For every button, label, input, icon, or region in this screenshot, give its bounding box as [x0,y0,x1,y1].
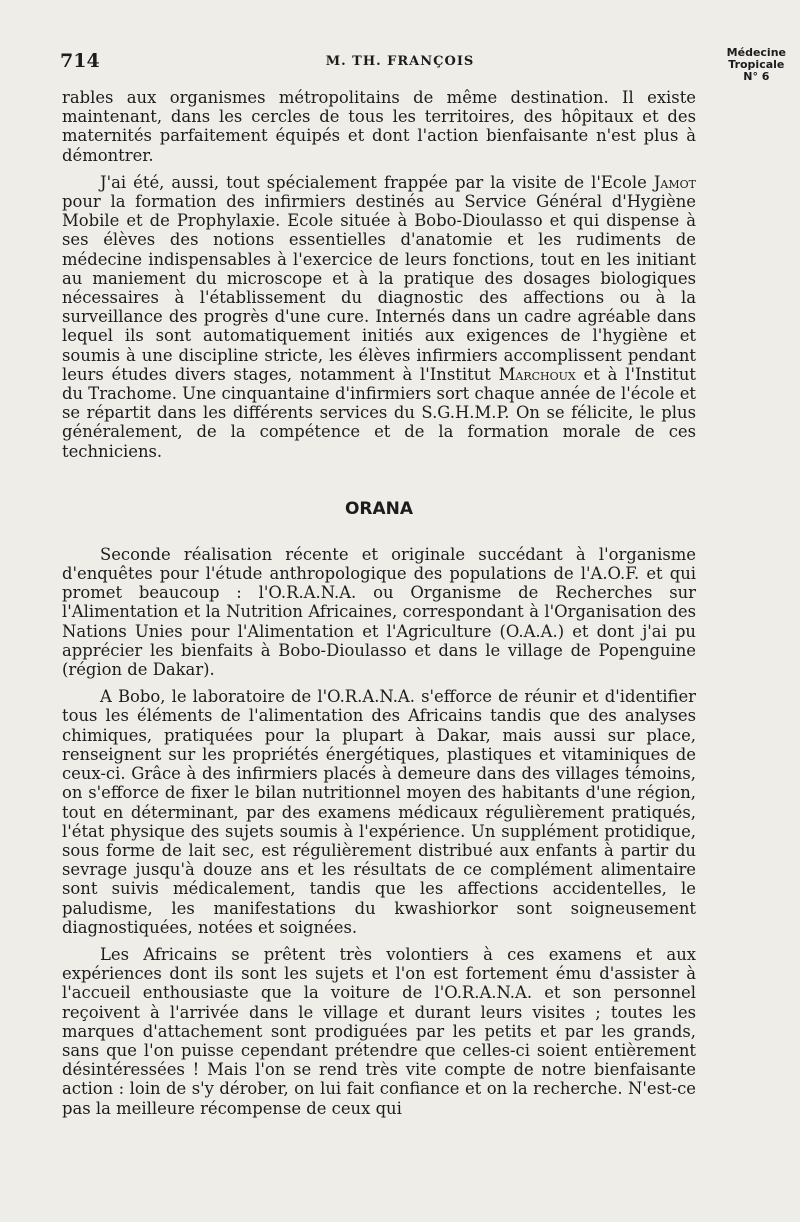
section-title: ORANA [344,498,414,519]
p2-text-a: J'ai été, aussi, tout spécialement frappée par la visite de l'Ecole [100,172,654,192]
journal-line-1: Médecine [726,46,786,59]
name-marchoux: Marchoux [498,364,576,384]
page-number: 714 [60,50,100,72]
paragraph-africains: Les Africains se prêtent très volontiers à ces examens et aux expériences dont ils sont les sujets et l'on est fortement ému d'assister à l'accueil enthousiaste que la voiture de l'O.R.A.N.A. et son personnel reçoivent à l'arrivée dans le village et durant leurs visites ; toutes les marques d'attachement sont prodiguées par les petits et par les grands, sans que l'on puisse cependant prétendre que celles-ci soient entièrement désintéressées ! Mais l'on se rend très vite compte de notre bienfaisante action : loin de s'y dérober, on lui fait confiance et on la recherche. N'est-ce pas la meilleure récompense de ceux qui [62,944,696,1118]
paragraph-ecole-jamot [62,173,696,461]
p2-text-b: pour la formation des infirmiers destinés au Service Général d'Hygiène Mobile et de Prophylaxie. Ecole située à Bobo-Dioulasso et qui dispense à ses élèves des notions essentielles d'anatomie et les rudiments de médecine indispensables à l'exercice de leurs fonctions, tout en les initiant au maniement du microscope et à la pratique des dosages biologiques nécessaires à l'établissement du diagnostic des affections ou à la surveillance des progrès d'une cure. Internés dans un cadre agréable dans lequel ils sont automatiquement initiés aux exigences de l'hygiène et soumis à une discipline stricte, les élèves infirmiers accomplissent pendant leurs études divers stages, notamment à l'Institut [62,192,696,384]
paragraph-bobo-lab: A Bobo, le laboratoire de l'O.R.A.N.A. s'efforce de réunir et d'identifier tous les éléments de l'alimentation des Africains tandis que des analyses chimiques, pratiquées pour la plupart à Dakar, mais aussi sur place, renseignent sur les propriétés énergétiques, plastiques et vitaminiques de ceux-ci. Grâce à des infirmiers placés à demeure dans des villages témoins, on s'efforce de fixer le bilan nutritionnel moyen des habitants d'une région, tout en déterminant, par des examens médicaux régulièrement pratiqués, l'état physique des sujets soumis à l'expérience. Un supplément protidique, sous forme de lait sec, est régulièrement distribué aux enfants à partir du sevrage jusqu'à douze ans et les résultats de ce complément alimentaire sont suivis médicalement, tandis que les affections accidentelles, le paludisme, les manifestations du kwashiorkor sont soigneusement diagnostiquées, notées et soignées. [62,687,696,937]
p2-text-c: et à l'Institut du Trachome. Une cinquantaine d'infirmiers sort chaque année de l'école et se répartit dans les différents services du S.G.H.M.P. On se félicite, le plus généralement, de la compétence et de la formation morale de ces techniciens. [62,364,696,461]
running-title: M. TH. FRANÇOIS [325,54,475,69]
journal-line-3: N° 6 [743,70,770,83]
journal-tag [727,47,786,83]
journal-line-2: Tropicale [728,58,785,71]
paragraph-orana-intro: Seconde réalisation récente et originale succédant à l'organisme d'enquêtes pour l'étude anthropologique des populations de l'A.O.F. et qui promet beaucoup : l'O.R.A.N.A. ou Organisme de Recherches sur l'Alimentation et la Nutrition Africaines, correspondant à l'Organisation des Nations Unies pour l'Alimentation et l'Agriculture (O.A.A.) et dont j'ai pu apprécier les bienfaits à Bobo-Dioulasso et dans le village de Popenguine (région de Dakar). [62,544,696,680]
body-text [62,88,696,1118]
name-jamot: Jamot [653,172,696,192]
paragraph-continued: rables aux organismes métropolitains de même destination. Il existe maintenant, dans les cercles de tous les territoires, des hôpitaux et des maternités parfaitement équipés et dont l'action bienfaisante n'est plus à démontrer. [62,88,696,165]
